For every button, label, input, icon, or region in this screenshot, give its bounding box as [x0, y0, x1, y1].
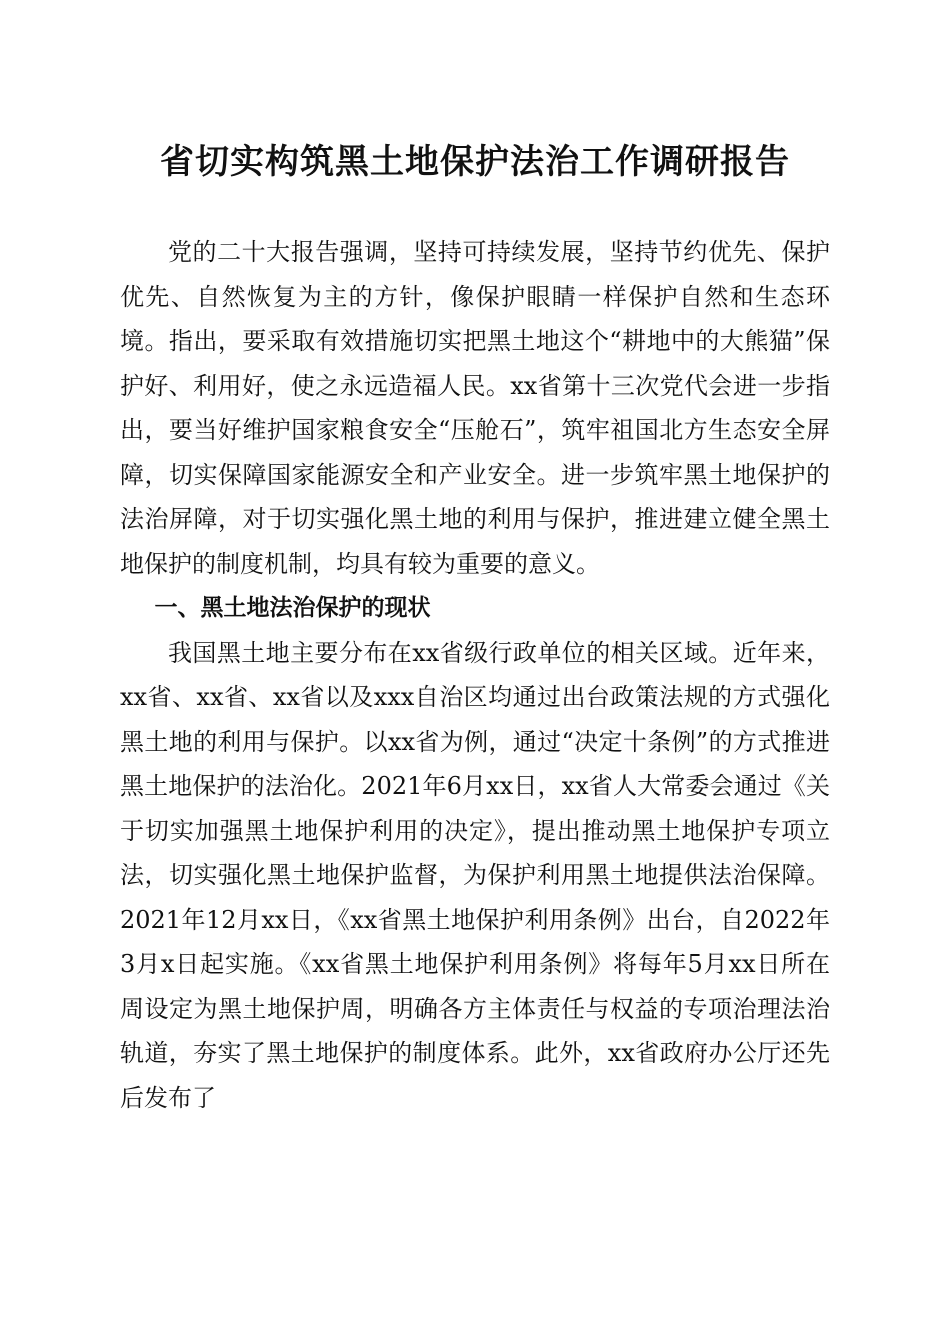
document-body — [120, 230, 830, 1120]
document-title: 省切实构筑黑土地保护法治工作调研报告 — [160, 142, 790, 182]
paragraph: 我国黑土地主要分布在xx省级行政单位的相关区域。近年来，xx省、xx省、xx省以及xxx自治区均通过出台政策法规的方式强化黑土地的利用与保护。以xx省为例，通过“决定十条例”的方式推进黑土地保护的法治化。2021年6月xx日，xx省人大常委会通过《关于切实加强黑土地保护利用的决定》，提出推动黑土地保护专项立法，切实强化黑土地保护监督，为保护利用黑土地提供法治保障。2021年12月xx日，《xx省黑土地保护利用条例》出台，自2022年3月x日起实施。《xx省黑土地保护利用条例》将每年5月xx日所在周设定为黑土地保护周，明确各方主体责任与权益的专项治理法治轨道，夯实了黑土地保护的制度体系。此外，xx省政府办公厅还先后发布了 — [120, 638, 830, 1112]
section-heading: 一、黑土地法治保护的现状 — [154, 595, 431, 621]
paragraph: 党的二十大报告强调，坚持可持续发展，坚持节约优先、保护优先、自然恢复为主的方针，像保护眼睛一样保护自然和生态环境。指出，要采取有效措施切实把黑土地这个“耕地中的大熊猫”保护好、利用好，使之永远造福人民。xx省第十三次党代会进一步指出，要当好维护国家粮食安全“压舱石”，筑牢祖国北方生态安全屏障，切实保障国家能源安全和产业安全。进一步筑牢黑土地保护的法治屏障，对于切实强化黑土地的利用与保护，推进建立健全黑土地保护的制度机制，均具有较为重要的意义。 — [120, 238, 830, 578]
